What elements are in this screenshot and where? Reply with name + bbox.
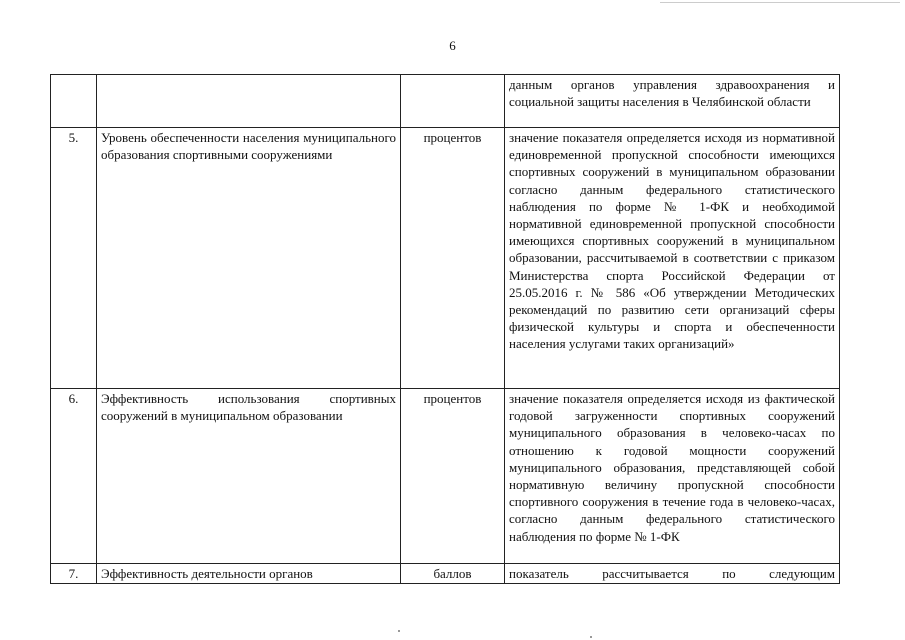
row-number-cell — [51, 564, 97, 584]
row-number-cell: 5. — [51, 128, 97, 389]
indicator-name-cell — [97, 75, 401, 128]
table-row — [51, 389, 840, 564]
indicators-table — [50, 74, 840, 584]
scan-artifact — [660, 2, 900, 3]
indicator-name-cell — [97, 564, 401, 584]
description-cell: данным органов управления здравоохранения и социальной защиты населения в Челябинской области — [505, 75, 840, 128]
description-cell — [505, 564, 840, 584]
indicator-name-text: Эффективность деятельности органов — [101, 566, 313, 581]
row-number-text: 7. — [68, 566, 79, 581]
unit-text: баллов — [433, 566, 472, 581]
description-text: показатель рассчитывается по следующим — [509, 566, 835, 581]
description-cell: значение показателя определяется исходя из нормативной единовременной пропускной способности имеющихся спортивных сооружений в муниципальном образовании согласно данным федерального статистического наблюдения по форме № 1-ФК и необходимой нормативной единовременной пропускной способности имеющихся спортивных сооружений в муниципальном образовании, рассчитываемой в соответствии с приказом Министерства спорта Российской Федерации от 25.05.2016 г. № 586 «Об утверждении Методических рекомендаций по развитию сети организаций сферы физической культуры и спорта и обеспеченности населения услугами таких организаций» — [505, 128, 840, 389]
unit-cell: процентов — [401, 128, 505, 389]
table-row — [51, 564, 840, 584]
unit-cell — [401, 564, 505, 584]
indicator-name-cell: Эффективность использования спортивных сооружений в муниципальном образовании — [97, 389, 401, 564]
page-number: 6 — [449, 38, 456, 53]
unit-cell — [401, 75, 505, 128]
table-row — [51, 75, 840, 128]
row-number-cell — [51, 75, 97, 128]
scan-artifact — [398, 630, 400, 632]
scan-artifact — [590, 636, 592, 638]
indicator-name-cell: Уровень обеспеченности населения муниципального образования спортивными сооружениями — [97, 128, 401, 389]
unit-cell: процентов — [401, 389, 505, 564]
description-cell: значение показателя определяется исходя из фактической годовой загруженности спортивных сооружений муниципального образования в человеко-часах по отношению к годовой мощности сооружений муниципального образования, представляющей собой нормативную величину пропускной способности спортивного сооружения в течение года в человеко-часах, согласно данным федерального статистического наблюдения по форме № 1-ФК — [505, 389, 840, 564]
row-number-cell: 6. — [51, 389, 97, 564]
table-row — [51, 128, 840, 389]
